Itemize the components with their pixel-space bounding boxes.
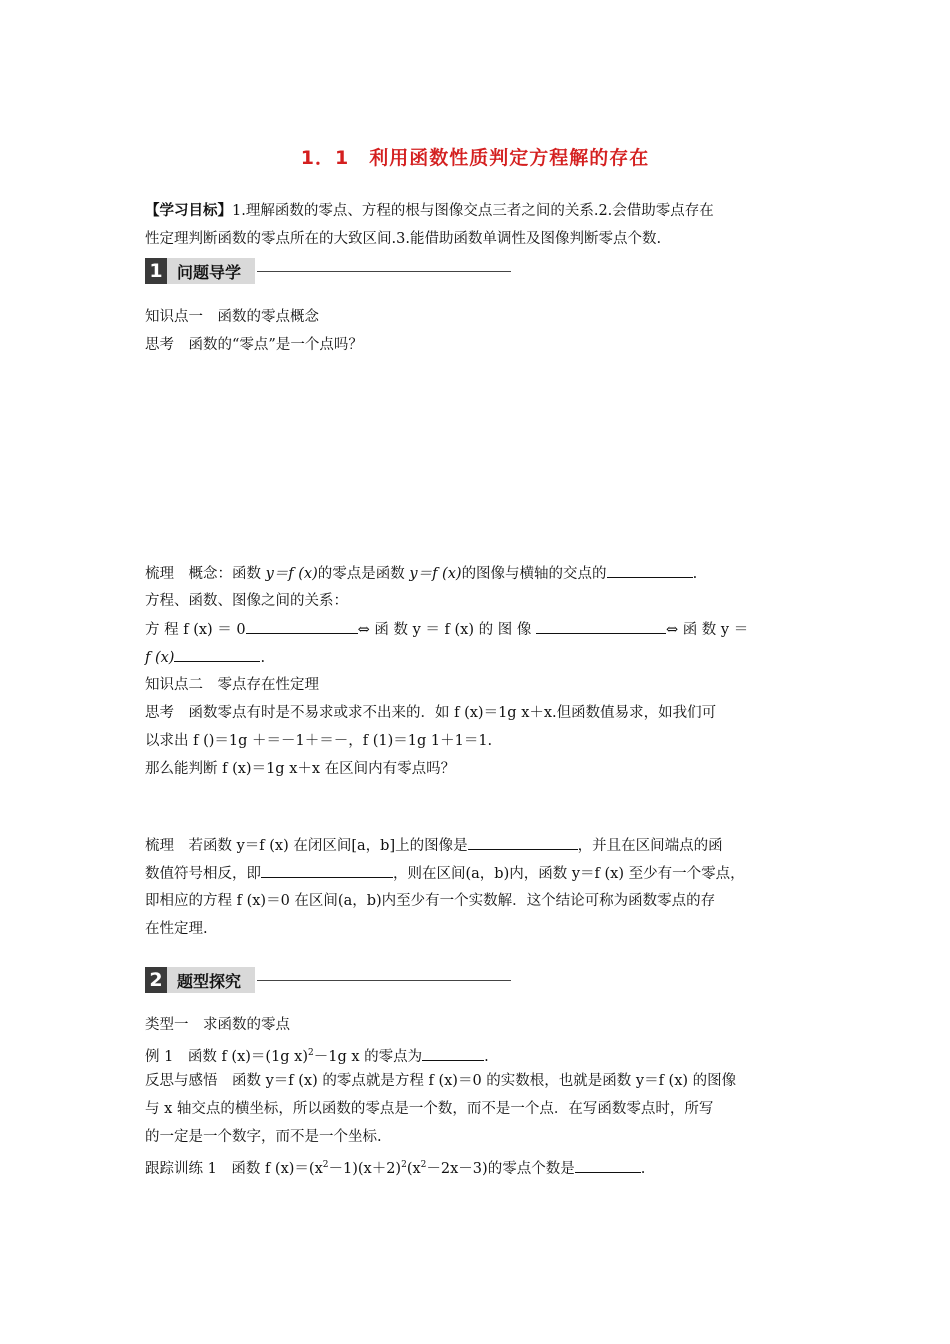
text-run: －2x－3)的零点个数是 [426, 1161, 575, 1177]
knowledge-point-2-think-3: 那么能判断 f (x)＝1g x＋x 在区间内有零点吗？ [145, 761, 456, 777]
text-run: ，则在区间(a，b)内，函数 y＝f (x) 至少有一个零点， [393, 866, 745, 882]
answer-blank [468, 835, 578, 850]
text-run: . [640, 1161, 646, 1177]
learning-goals-text-1: 1.理解函数的零点、方程的根与图像交点三者之间的关系.2.会借助零点存在 [232, 203, 714, 219]
text-run: 数值符号相反，即 [145, 866, 261, 882]
answer-blank [607, 563, 693, 578]
knowledge-point-2-heading: 知识点二 零点存在性定理 [145, 677, 319, 693]
text-run: 梳理 若函数 y＝f (x) 在闭区间[a，b]上的图像是 [145, 838, 468, 854]
tracking-exercise-1 [145, 1155, 810, 1179]
knowledge-point-2-sort-1 [145, 835, 810, 856]
text-run: ⇔ 函 数 y ＝ f (x) 的 图 像 [357, 622, 532, 638]
type-1-heading: 类型一 求函数的零点 [145, 1017, 290, 1033]
answer-blank [246, 619, 358, 634]
text-run: －1)(x＋2) [328, 1161, 402, 1177]
knowledge-point-2-think-2: 以求出 f ()＝1g ＋＝－1＋＝－，f (1)＝1g 1＋1＝1. [145, 733, 493, 749]
superscript: 2 [322, 1160, 329, 1170]
knowledge-point-1-sort [145, 563, 810, 584]
section-header-2 [145, 967, 511, 993]
section-rule [257, 271, 511, 272]
knowledge-point-1-think: 思考 函数的“零点”是一个点吗？ [145, 337, 363, 353]
text-run: 梳理 概念：函数 [145, 566, 266, 582]
text-run: 跟踪训练 1 函数 f (x)＝(x [145, 1161, 323, 1177]
knowledge-point-2-think-1: 思考 函数零点有时是不易求或求不出来的．如 f (x)＝1g x＋x.但函数值易求，如我们可 [145, 705, 717, 721]
answer-blank [422, 1046, 484, 1061]
page-title: 1．1 利用函数性质判定方程解的存在 [300, 147, 650, 169]
relation-equation-line [145, 619, 810, 640]
text-run: . [484, 1049, 489, 1065]
section-number: 1 [145, 258, 167, 284]
text-run: 例 1 函数 f (x)＝(1g x) [145, 1049, 309, 1065]
section-title: 题型探究 [167, 967, 255, 993]
example-1 [145, 1043, 810, 1067]
answer-blank [174, 647, 260, 662]
section-rule [257, 980, 511, 981]
section-title: 问题导学 [167, 258, 255, 284]
text-run: 的图像与横轴的交点的 [461, 566, 607, 582]
knowledge-point-2-sort-4: 在性定理. [145, 921, 208, 937]
text-run: 的零点是函数 [317, 566, 410, 582]
relation-line: 方程、函数、图像之间的关系： [145, 593, 348, 609]
text-run: y＝f (x) [265, 566, 318, 582]
relation-equation-line-2 [145, 647, 810, 668]
answer-blank [261, 863, 393, 878]
text-run: ，并且在区间端点的函 [577, 838, 723, 854]
learning-goals-label: 【学习目标】 [145, 202, 232, 219]
answer-blank [536, 619, 666, 634]
reflection-line-1: 反思与感悟 函数 y＝f (x) 的零点就是方程 f (x)＝0 的实数根，也就是函数 y＝f (x) 的图像 [145, 1073, 737, 1089]
learning-goals-line-1 [145, 201, 810, 221]
knowledge-point-1-heading: 知识点一 函数的零点概念 [145, 309, 319, 325]
superscript: 2 [308, 1048, 314, 1058]
text-run: (x [406, 1161, 421, 1177]
knowledge-point-2-sort-3: 即相应的方程 f (x)＝0 在区间(a，b)内至少有一个实数解．这个结论可称为函数零点的存 [145, 893, 716, 909]
text-run: . [260, 650, 266, 666]
superscript: 2 [401, 1160, 407, 1170]
learning-goals-line-2: 性定理判断函数的零点所在的大致区间.3.能借助函数单调性及图像判断零点个数. [145, 231, 662, 247]
text-run: ⇔ 函 数 y ＝ [665, 622, 749, 638]
section-header-1 [145, 258, 511, 284]
text-run: y＝f (x) [409, 566, 462, 582]
reflection-line-3: 的一定是一个数字，而不是一个坐标. [145, 1129, 382, 1145]
answer-blank [575, 1158, 641, 1173]
superscript: 2 [420, 1160, 427, 1170]
text-run: 方 程 f (x) ＝ 0 [145, 622, 246, 638]
section-number: 2 [145, 967, 167, 993]
reflection-line-2: 与 x 轴交点的横坐标，所以函数的零点是一个数，而不是一个点．在写函数零点时，所写 [145, 1101, 714, 1117]
text-run: －1g x 的零点为 [313, 1049, 423, 1065]
text-run: . [692, 566, 698, 582]
knowledge-point-2-sort-2 [145, 863, 810, 884]
text-run: f (x) [145, 650, 175, 666]
